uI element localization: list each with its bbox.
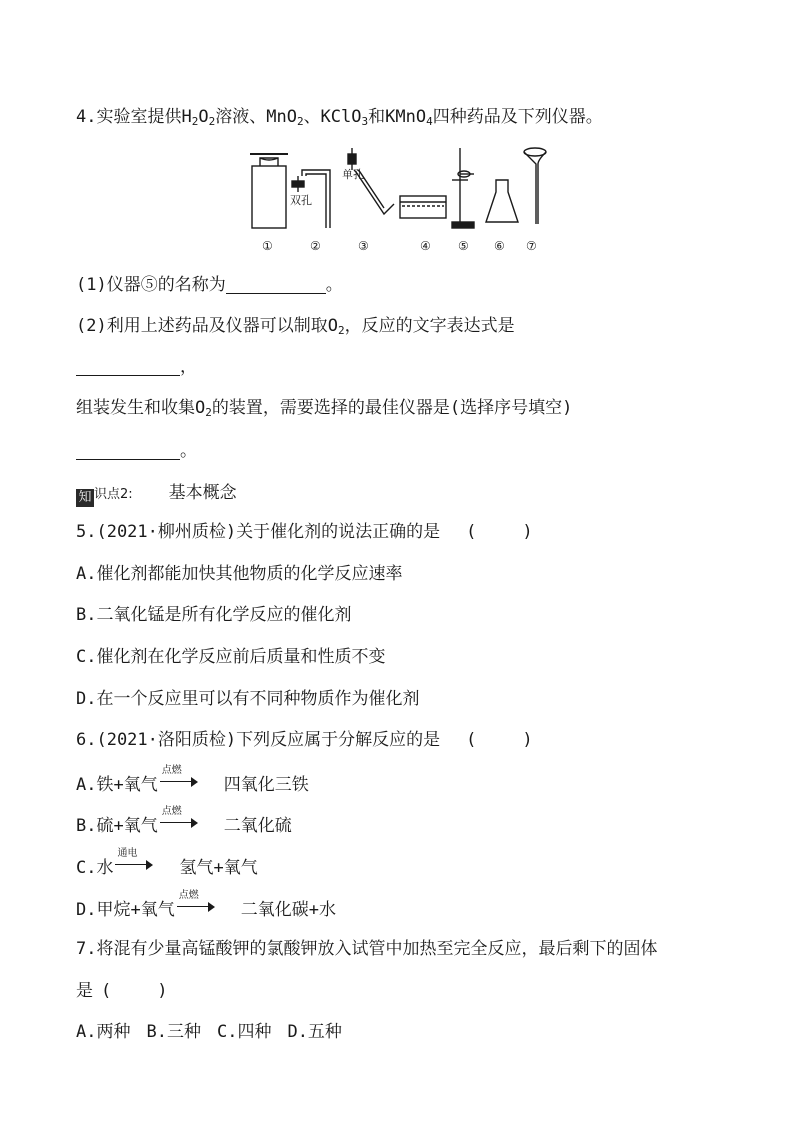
one-hole-stopper-icon	[348, 148, 394, 214]
reaction-reactants: B.硫+氧气	[76, 816, 158, 836]
q5-stem	[76, 521, 533, 543]
apparatus-number-5: ⑤	[458, 239, 469, 253]
reaction-arrow-icon	[158, 806, 198, 833]
q4-part2-sub: 2	[205, 406, 212, 419]
reaction-products: 四氧化三铁	[223, 775, 309, 795]
q4-part2-text: ，反应的文字表达式是	[344, 316, 515, 336]
apparatus-number-7: ⑦	[526, 239, 537, 253]
knowledge-point-label: 识点2:	[94, 487, 133, 502]
knowledge-point-title: 基本概念	[168, 483, 237, 503]
q7-stem-line1: 7.将混有少量高锰酸钾的氯酸钾放入试管中加热至完全反应，最后剩下的固体	[76, 939, 658, 959]
answer-blank[interactable]	[76, 357, 180, 376]
q4-part2-text: (2)利用上述药品及仪器可以制取O	[76, 316, 338, 336]
q7-option-c: C.四种	[216, 1022, 272, 1042]
label-dankong: 单孔	[342, 168, 364, 181]
water-trough-icon	[400, 196, 446, 218]
q4-stem-text: 和KMnO	[368, 107, 427, 127]
reaction-reactants: C.水	[76, 858, 114, 878]
q4-stem	[76, 106, 603, 128]
q5-option-a: A.催化剂都能加快其他物质的化学反应速率	[76, 564, 403, 584]
gas-bottle-icon	[250, 154, 288, 228]
apparatus-number-4: ④	[420, 239, 431, 253]
reaction-condition: 点燃	[178, 890, 199, 901]
reaction-products: 二氧化硫	[223, 816, 292, 836]
q4-sub: 2	[296, 115, 304, 128]
q5-stem-text: 5.(2021·柳州质检)关于催化剂的说法正确的是	[76, 522, 441, 542]
reaction-reactants: A.铁+氧气	[76, 775, 158, 795]
knowledge-point-header	[76, 482, 237, 507]
q5-option-d: D.在一个反应里可以有不同种物质作为催化剂	[76, 689, 420, 709]
answer-paren-close: )	[522, 522, 533, 542]
q4-part1-text: (1)仪器⑤的名称为	[76, 275, 226, 295]
q4-part2-blank-line	[76, 356, 197, 378]
q6-stem-text: 6.(2021·洛阳质检)下列反应属于分解反应的是	[76, 730, 441, 750]
reaction-reactants: D.甲烷+氧气	[76, 900, 175, 920]
reaction-arrow-icon	[175, 890, 215, 917]
q6-stem	[76, 729, 533, 751]
q4-stem-text: 溶液、MnO	[215, 107, 297, 127]
long-neck-funnel-icon	[524, 148, 546, 224]
answer-paren-close: )	[157, 981, 168, 1001]
apparatus-figure	[248, 146, 558, 258]
q4-part2-comma: ，	[180, 357, 197, 377]
q4-sub: 4	[426, 115, 433, 128]
q5-option-b: B.二氧化锰是所有化学反应的催化剂	[76, 605, 352, 625]
q4-part1-end: 。	[325, 275, 343, 295]
q6-option-b	[76, 806, 292, 837]
reaction-arrow-icon	[113, 848, 153, 875]
q7-option-a: A.两种	[76, 1022, 131, 1042]
answer-paren-open: (	[101, 981, 112, 1001]
q4-sub: 2	[191, 115, 199, 128]
q7-options	[76, 1021, 342, 1043]
q4-sub: 3	[361, 115, 369, 128]
iron-stand-icon	[452, 148, 474, 228]
q4-stem-text: 四种药品及下列仪器。	[432, 107, 603, 127]
conical-flask-icon	[486, 180, 518, 222]
answer-paren-open: (	[466, 522, 477, 542]
reaction-condition: 通电	[117, 848, 138, 859]
apparatus-number-6: ⑥	[494, 239, 505, 253]
reaction-products: 二氧化碳+水	[240, 900, 336, 920]
q7-stem-line2	[76, 980, 168, 1002]
q4-sub: 2	[208, 115, 216, 128]
answer-paren-open: (	[466, 730, 477, 750]
apparatus-number-1: ①	[262, 239, 273, 253]
q7-option-b: B.三种	[146, 1022, 201, 1042]
label-shuangkong: 双孔	[290, 194, 312, 207]
answer-blank[interactable]	[76, 441, 180, 460]
q4-part2-text: 组装发生和收集O	[76, 398, 206, 418]
q4-part2	[76, 315, 515, 337]
q6-option-a	[76, 765, 309, 796]
q4-part2-end: 。	[180, 441, 197, 461]
reaction-products: 氢气+氧气	[179, 858, 258, 878]
apparatus-number-2: ②	[310, 239, 321, 253]
q4-part2-sub: 2	[337, 324, 345, 337]
q4-part2-text: 的装置，需要选择的最佳仪器是(选择序号填空)	[211, 398, 573, 418]
q6-option-d	[76, 890, 336, 921]
q7-stem-text: 是	[76, 981, 93, 1001]
q4-part1	[76, 274, 343, 296]
q4-stem-text: O	[198, 107, 209, 127]
q4-stem-text: 、KClO	[303, 107, 362, 127]
q5-option-c: C.催化剂在化学反应前后质量和性质不变	[76, 647, 386, 667]
apparatus-number-3: ③	[358, 239, 369, 253]
q6-option-c	[76, 848, 258, 879]
q4-part2-line2	[76, 397, 572, 419]
knowledge-point-badge: 知	[76, 489, 94, 507]
reaction-condition: 点燃	[161, 765, 182, 776]
answer-paren-close: )	[522, 730, 533, 750]
q4-stem-text: 4.实验室提供H	[76, 107, 192, 127]
reaction-condition: 点燃	[161, 806, 182, 817]
q7-option-d: D.五种	[287, 1022, 342, 1042]
q4-part2-line3	[76, 440, 197, 462]
reaction-arrow-icon	[158, 765, 198, 792]
answer-blank[interactable]	[226, 275, 326, 294]
